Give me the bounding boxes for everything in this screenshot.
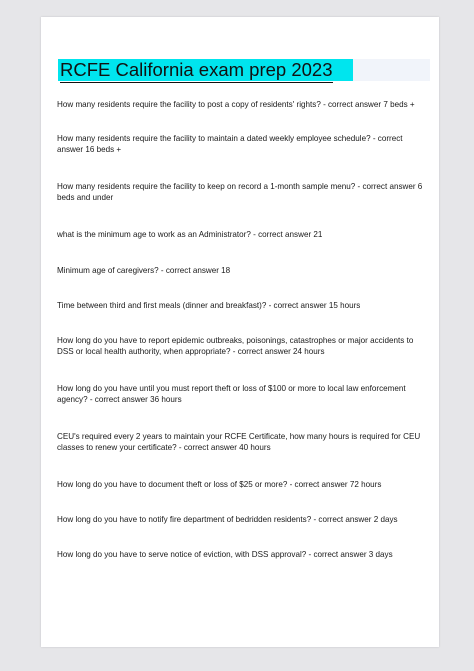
qa-item-5: Minimum age of caregivers? - correct answer 18 bbox=[57, 266, 231, 275]
qa-item-12: How long do you have to serve notice of eviction, with DSS approval? - correct answer 3 days bbox=[57, 550, 393, 559]
qa-item-2: How many residents require the facility to maintain a dated weekly employee schedule? - correct answer 16 beds + bbox=[57, 134, 403, 154]
qa-item-1: How many residents require the facility to post a copy of residents' rights? - correct answer 7 beds + bbox=[57, 100, 415, 109]
page-title: RCFE California exam prep 2023 bbox=[60, 58, 333, 83]
qa-item-11: How long do you have to notify fire department of bedridden residents? - correct answer 2 days bbox=[57, 515, 398, 524]
qa-item-7: How long do you have to report epidemic outbreaks, poisonings, catastrophes or major accidents to DSS or local health authority, when appropriate? - correct answer 24 hours bbox=[57, 336, 414, 356]
document-page bbox=[41, 17, 439, 647]
qa-item-10: How long do you have to document theft or loss of $25 or more? - correct answer 72 hours bbox=[57, 480, 382, 489]
title-highlight bbox=[58, 59, 430, 81]
qa-item-3: How many residents require the facility to keep on record a 1-month sample menu? - correct answer 6 beds and under bbox=[57, 182, 423, 202]
title-highlight-tail bbox=[353, 59, 430, 81]
qa-item-9: CEU's required every 2 years to maintain your RCFE Certificate, how many hours is required for CEU classes to renew your certificate? - correct answer 40 hours bbox=[57, 432, 421, 452]
qa-item-4: what is the minimum age to work as an Administrator? - correct answer 21 bbox=[57, 230, 323, 239]
qa-item-6: Time between third and first meals (dinner and breakfast)? - correct answer 15 hours bbox=[57, 301, 361, 310]
qa-item-8: How long do you have until you must report theft or loss of $100 or more to local law enforcement agency? - correct answer 36 hours bbox=[57, 384, 406, 404]
